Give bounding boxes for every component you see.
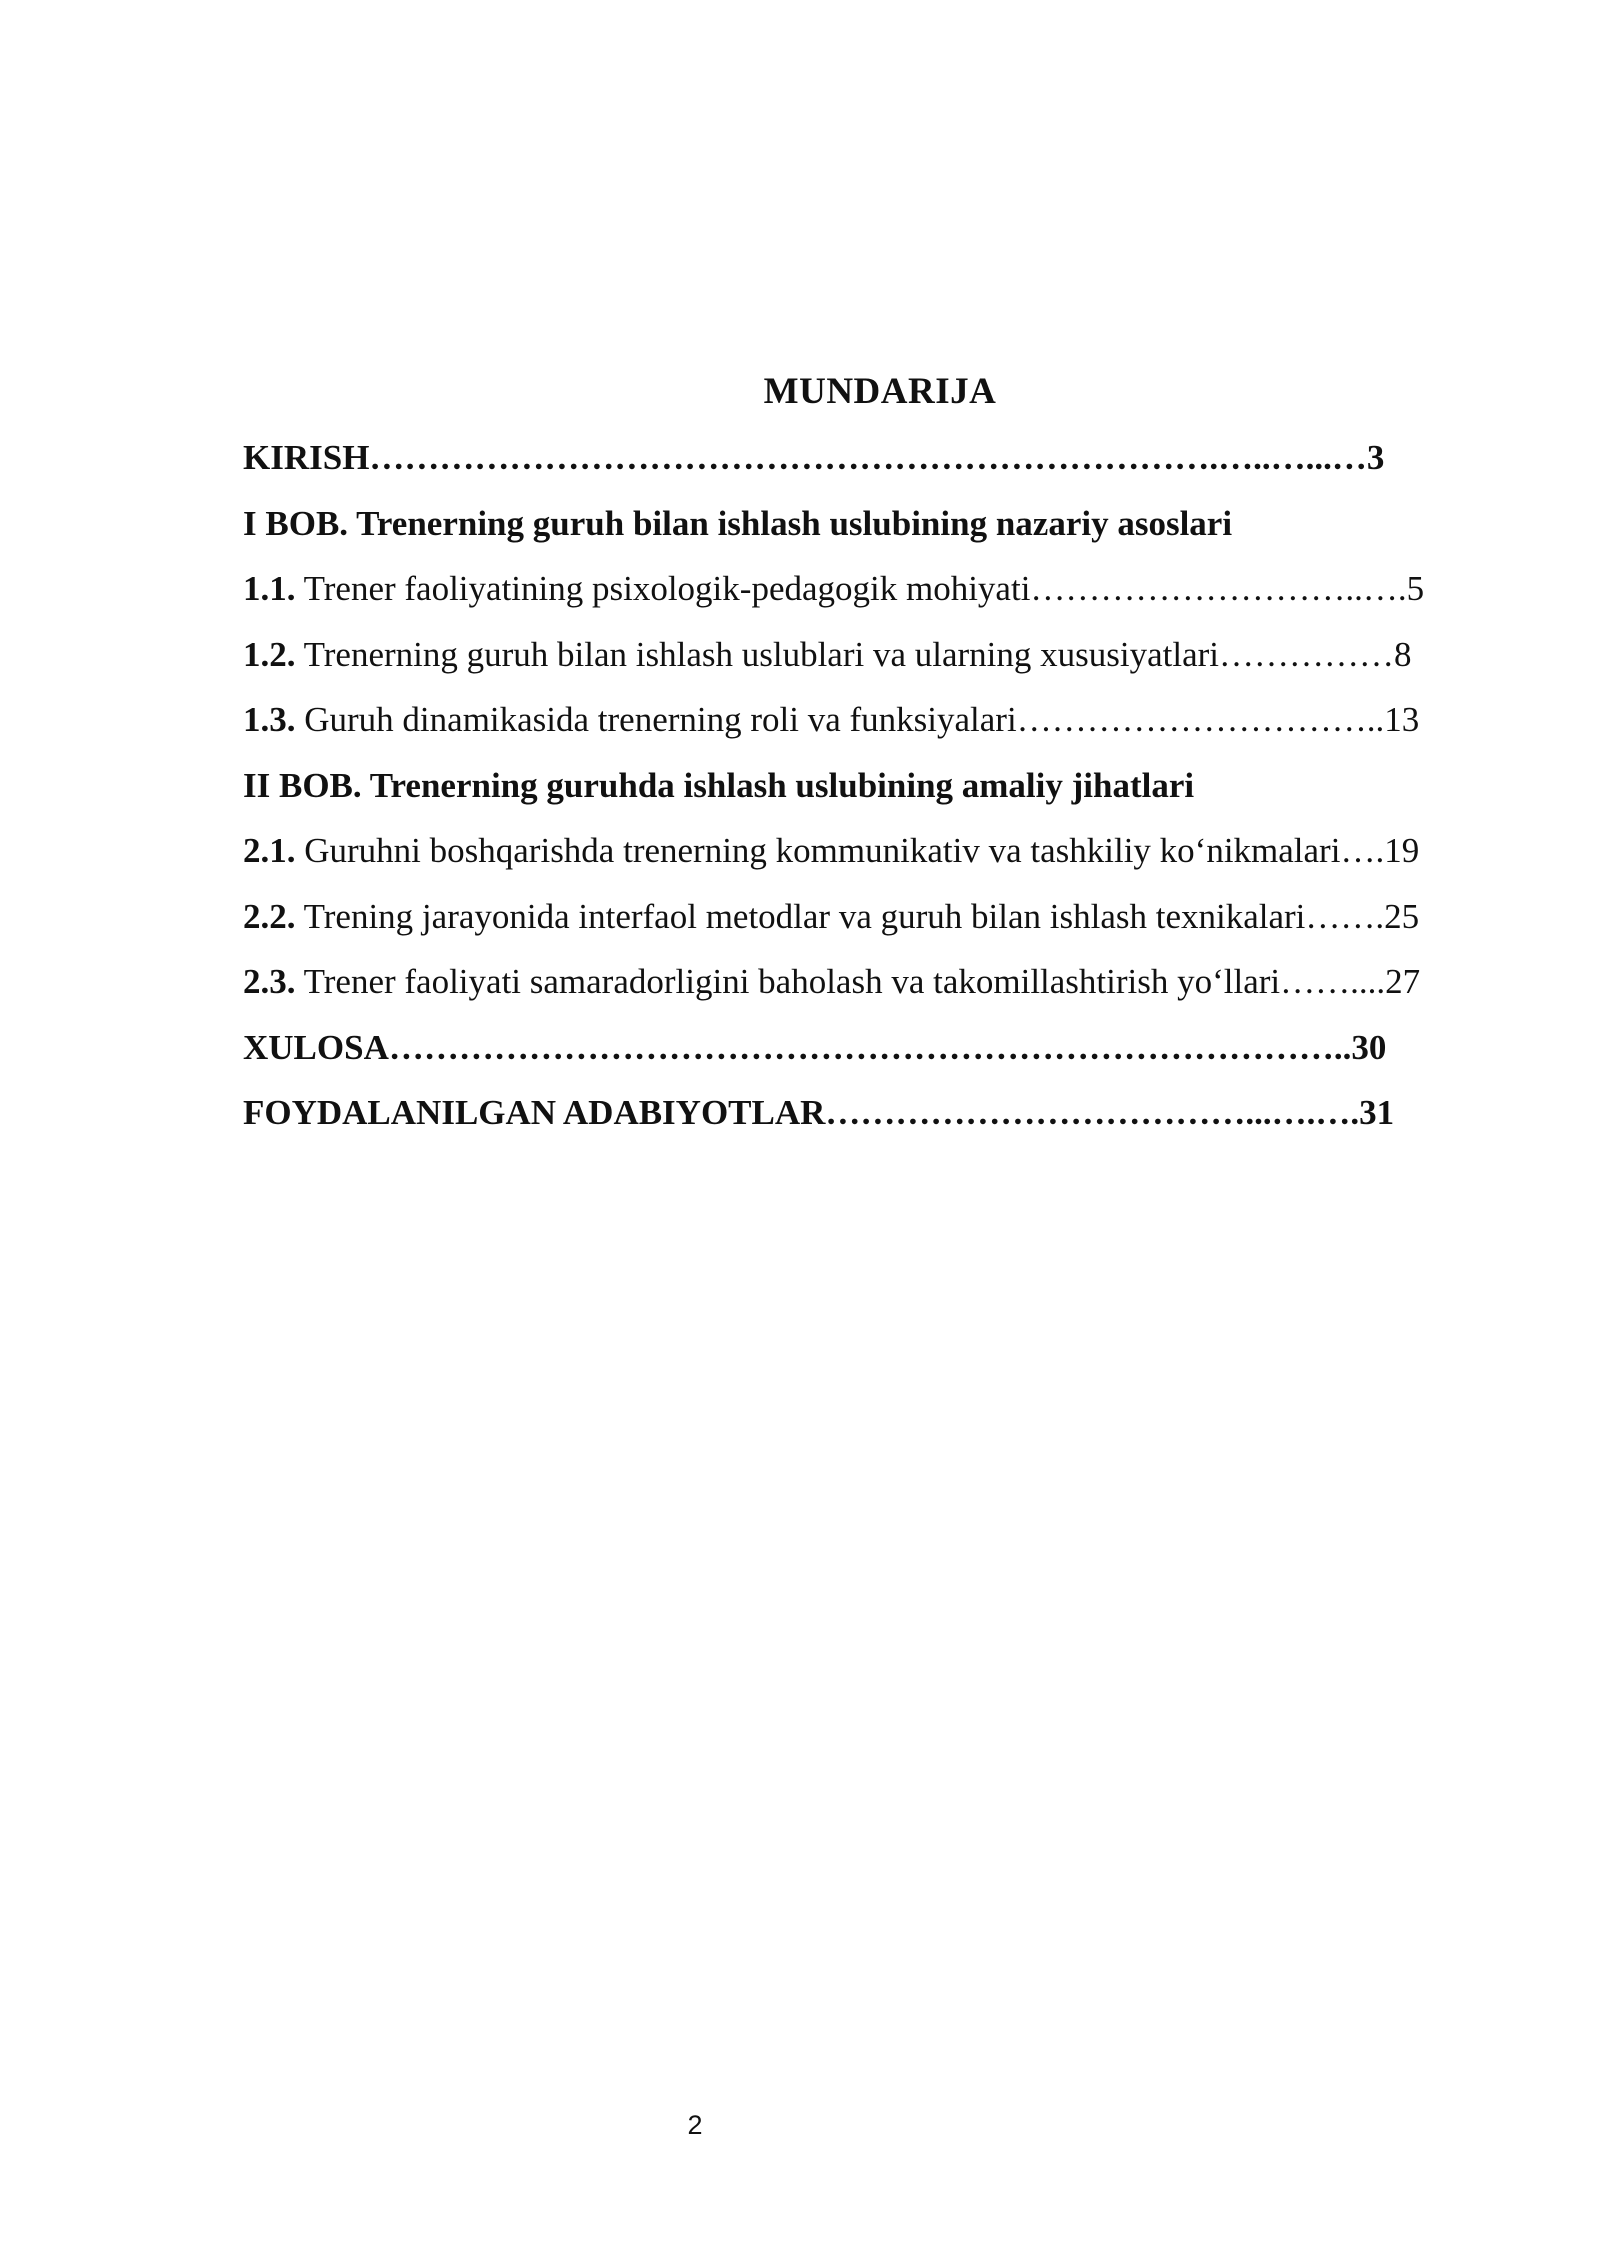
toc-section-number: 1.2.: [243, 634, 296, 674]
toc-entry-text: Trening jarayonida interfaol metodlar va guruh bilan ishlash texnikalari…….25: [295, 896, 1420, 936]
toc-chapter-2: [243, 760, 1515, 826]
toc-entry-2-3: [243, 956, 1515, 1022]
toc-entry-text: Trener faoliyatining psixologik-pedagogik mohiyati………………………..….5: [295, 569, 1425, 608]
toc-entry-text: Guruh dinamikasida trenerning roli va funksiyalari…………………………..13: [295, 700, 1420, 739]
toc-chapter-1: [243, 498, 1515, 564]
toc-entry-1-2: [243, 629, 1515, 695]
toc-section-number: 2.1.: [243, 831, 296, 870]
toc-section-number: 2.2.: [243, 896, 296, 936]
toc-chapter-text: I BOB. Trenerning guruh bilan ishlash uslubining nazariy asoslari: [243, 503, 1233, 543]
toc-chapter-text: II BOB. Trenerning guruhda ishlash uslubining amaliy jihatlari: [243, 765, 1195, 805]
toc-entry-xulosa: [243, 1022, 1515, 1088]
toc-section-number: 1.3.: [243, 700, 296, 739]
toc-entry-text: KIRISH……………………………………………………………….…..…...…3: [243, 438, 1385, 477]
toc-section-number: 1.1.: [243, 569, 296, 608]
page-title: MUNDARIJA: [763, 371, 997, 412]
toc-entry-2-1: [243, 825, 1515, 891]
toc-entry-kirish: [243, 432, 1515, 498]
table-of-contents: [243, 432, 1515, 1153]
toc-entry-1-3: [243, 694, 1515, 760]
toc-entry-text: Trenerning guruh bilan ishlash uslublari va ularning xususiyatlari……………8: [295, 634, 1412, 674]
toc-entry-text: Trener faoliyati samaradorligini baholash va takomillashtirish yo‘llari……....27: [295, 962, 1421, 1001]
page-number: 2: [687, 2110, 703, 2140]
toc-entry-adabiyotlar: [243, 1087, 1515, 1153]
toc-entry-text: XULOSA………………………………………………………………………..30: [243, 1027, 1387, 1067]
toc-entry-2-2: [243, 891, 1515, 957]
toc-section-number: 2.3.: [243, 962, 296, 1001]
toc-entry-text: FOYDALANILGAN ADABIYOTLAR………………………………...….….31: [243, 1093, 1395, 1132]
toc-entry-text: Guruhni boshqarishda trenerning kommunikativ va tashkiliy ko‘nikmalari….19: [295, 831, 1420, 870]
toc-entry-1-1: [243, 563, 1515, 629]
